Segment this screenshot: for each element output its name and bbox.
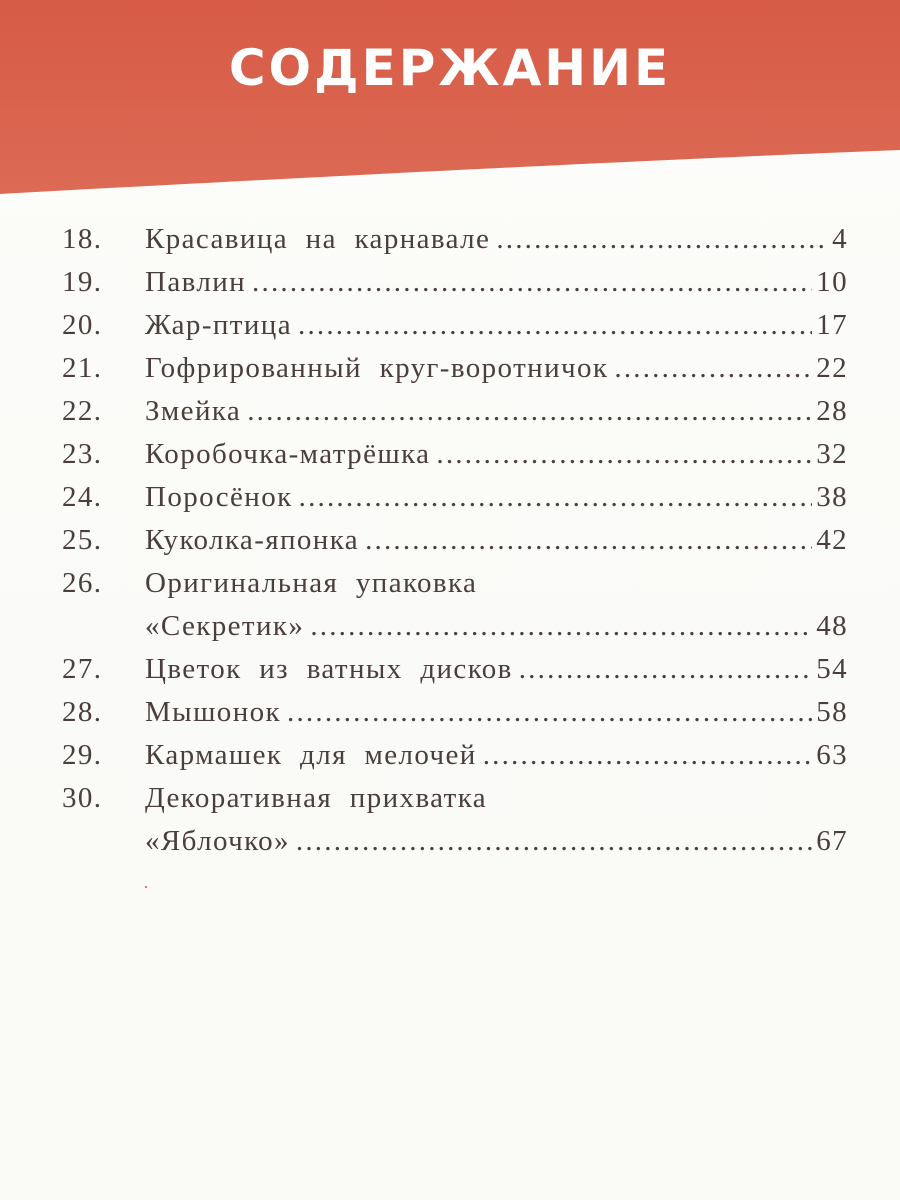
header-band-shape (0, 0, 900, 200)
toc-entry[interactable] (62, 648, 848, 691)
toc-entry-page: 22 (816, 352, 848, 384)
toc-entry-page: 67 (816, 825, 848, 857)
toc-entry-title: Поросёнок (145, 481, 293, 513)
dot-leader (614, 347, 812, 390)
toc-entry-title: Оригинальная упаковка (145, 567, 478, 599)
dot-leader (436, 433, 812, 476)
toc-entry-page: 54 (816, 653, 848, 685)
toc-entry-page: 38 (816, 481, 848, 513)
toc-entry-page: 4 (832, 223, 848, 255)
toc-entry[interactable] (62, 304, 848, 347)
toc-entry-number: 26. (62, 567, 103, 599)
dot-leader (496, 218, 828, 261)
paper-speck (145, 886, 147, 888)
toc-entry[interactable] (62, 261, 848, 304)
dot-leader (287, 691, 812, 734)
toc-entry-title: Цветок из ватных дисков (145, 653, 513, 685)
toc-entry-number: 24. (62, 481, 103, 513)
toc-entry-continuation[interactable] (62, 820, 848, 863)
toc-entry-number: 27. (62, 653, 103, 685)
toc-entry-title: Жар-птица (145, 309, 292, 341)
toc-entry-page: 10 (816, 266, 848, 298)
page-title: СОДЕРЖАНИЕ (228, 39, 672, 97)
dot-leader (247, 390, 812, 433)
toc-entry-title: Куколка-японка (145, 524, 360, 556)
toc-entry[interactable] (62, 734, 848, 777)
header-band (0, 0, 900, 200)
toc-entry-page: 63 (816, 739, 848, 771)
toc-entry-page: 42 (816, 524, 848, 556)
toc-entry-title-continued: «Секретик» (145, 610, 305, 642)
toc-entry-page: 28 (816, 395, 848, 427)
toc-entry[interactable] (62, 691, 848, 734)
toc-entry-number: 25. (62, 524, 103, 556)
toc-entry-title: Мышонок (145, 696, 282, 728)
dot-leader (296, 820, 812, 863)
toc-entry-title: Декоративная прихватка (145, 782, 488, 814)
dot-leader (310, 605, 812, 648)
toc-entry[interactable] (62, 218, 848, 261)
dot-leader (483, 734, 812, 777)
toc-entry[interactable] (62, 433, 848, 476)
toc-entry-first-line[interactable] (62, 777, 848, 820)
toc-entry-page: 48 (816, 610, 848, 642)
toc-entry-number: 22. (62, 395, 103, 427)
toc-entry-title: Змейка (145, 395, 242, 427)
toc-entry-title-continued: «Яблочко» (145, 825, 290, 857)
toc-entry-number: 23. (62, 438, 103, 470)
toc-entry[interactable] (62, 347, 848, 390)
toc-entry-number: 21. (62, 352, 103, 384)
toc-entry-number: 29. (62, 739, 103, 771)
toc-entry-page: 32 (816, 438, 848, 470)
toc-entry-number: 18. (62, 223, 103, 255)
toc-entry-title: Кармашек для мелочей (145, 739, 477, 771)
toc-entry-page: 17 (816, 309, 848, 341)
toc-entry[interactable] (62, 390, 848, 433)
dot-leader (365, 519, 812, 562)
dot-leader (298, 304, 812, 347)
toc-entry-number: 19. (62, 266, 103, 298)
toc-entry[interactable] (62, 519, 848, 562)
toc-entry-number: 28. (62, 696, 103, 728)
toc-entry-title: Красавица на карнавале (145, 223, 491, 255)
toc-entry-number: 20. (62, 309, 103, 341)
toc-entry[interactable] (62, 476, 848, 519)
toc-entry-page: 58 (816, 696, 848, 728)
dot-leader (252, 261, 812, 304)
dot-leader (299, 476, 813, 519)
toc-entry-title: Павлин (145, 266, 247, 298)
toc-entry-first-line[interactable] (62, 562, 848, 605)
toc-entry-title: Коробочка-матрёшка (145, 438, 431, 470)
toc-entry-number: 30. (62, 782, 103, 814)
table-of-contents (62, 218, 848, 863)
toc-entry-continuation[interactable] (62, 605, 848, 648)
dot-leader (519, 648, 812, 691)
toc-entry-title: Гофрированный круг-воротничок (145, 352, 609, 384)
